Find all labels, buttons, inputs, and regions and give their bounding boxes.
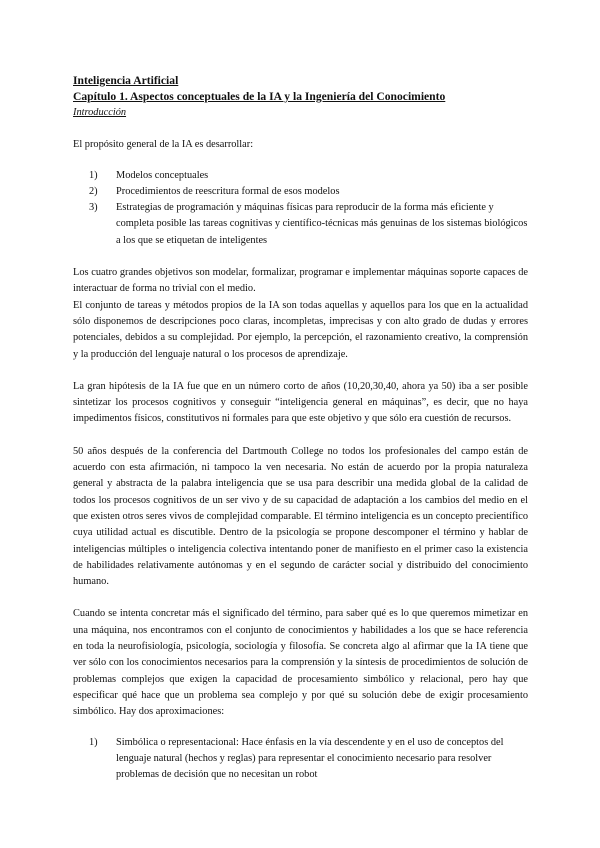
list-item-number: 1) <box>89 736 98 748</box>
list-item <box>73 184 528 200</box>
list-item-number: 1) <box>89 169 98 181</box>
document-body <box>73 73 528 799</box>
document-title: Inteligencia Artificial <box>73 74 179 87</box>
section-heading-introduccion: Introducción <box>73 107 127 118</box>
list-item <box>73 168 528 184</box>
paragraph-tareas: El conjunto de tareas y métodos propios de la IA son todas aquellas y aquellos para los que en la actualidad sólo disponemos de descripciones poco claras, incompletas, imprecisas y con alto grado de dudas y errores potenciales, debidos a su complejidad. Por ejemplo, la percepción, el razonamiento creativo, la comprensión y la producción del lenguaje natural o los procesos de aprendizaje. <box>73 299 528 360</box>
list-item-text: Procedimientos de reescritura formal de esos modelos <box>116 185 340 197</box>
list-item-text: Simbólica o representacional: Hace énfasis en la vía descendente y en el uso de conceptos del lenguaje natural (hechos y reglas) para representar el conocimiento necesario para resolver problemas de decisión que no necesitan un robot <box>116 736 504 781</box>
list-item-number: 2) <box>89 185 98 197</box>
list-item <box>73 735 528 784</box>
intro-paragraph: El propósito general de la IA es desarrollar: <box>73 139 254 151</box>
paragraph-dartmouth: 50 años después de la conferencia del Dartmouth College no todos los profesionales del campo están de acuerdo con esta afirmación, ni tampoco la ven necesaria. No están de acuerdo por la propia naturaleza general y abstracta de la palabra inteligencia que se usa para describir una medida global de la calidad de todos los procesos cognitivos de un ser vivo y de su capacidad de adaptación a los cambios del medio en el que existen otros seres vivos de complejidad comparable. El término inteligencia es un concepto precientífico cuya utilidad actual es discutible. Dentro de la psicología se propone descomponer el término y hablar de inteligencias múltiples o inteligencia colectiva intentando poner de manifiesto en el primer caso la existencia de habilidades relativamente autónomas y en el segundo de carácter social y distribuido del conocimiento humano. <box>73 445 528 588</box>
list-item-number: 3) <box>89 202 98 214</box>
chapter-title: Capítulo 1. Aspectos conceptuales de la IA y la Ingeniería del Conocimiento <box>73 90 446 103</box>
list-item-text: Estrategias de programación y máquinas físicas para reproducir de la forma más eficiente y completa posible las tareas cognitivas y científico-técnicas más genuinas de los sistemas biológicos a los que se etiquetan de inteligentes <box>116 202 528 246</box>
objectives-list <box>73 168 528 249</box>
approaches-list <box>73 735 528 784</box>
list-item-text: Modelos conceptuales <box>116 169 209 181</box>
paragraph-hipotesis: La gran hipótesis de la IA fue que en un número corto de años (10,20,30,40, ahora ya 50) iba a ser posible sintetizar los procesos cognitivos y conseguir “inteligencia general en máquinas”, es decir, que no haya impedimentos físicos, constitutivos ni formales para que este objetivo y que sólo era cuestión de recursos. <box>73 380 528 425</box>
paragraph-objetivos: Los cuatro grandes objetivos son modelar, formalizar, programar e implementar máquinas soporte capaces de interactuar de forma no trivial con el medio. <box>73 267 528 295</box>
paragraph-significado: Cuando se intenta concretar más el significado del término, para saber qué es lo que queremos mimetizar en una máquina, nos encontramos con el conjunto de conocimientos y habilidades a los que se hace referencia en toda la neurofisiología, psicología, sociología y filosofía. Se concreta algo al afirmar que la IA tiene que ver sólo con los conocimientos necesarios para la comprensión y la síntesis de procedimientos de solución de problemas complejos que exigen la capacidad de procesamiento simbólico y relacional, pero hay que especificar qué hace que un problema sea complejo y por qué su solución debe de exigir procesamiento simbólico. Hay dos aproximaciones: <box>73 608 528 718</box>
list-item <box>73 200 528 249</box>
